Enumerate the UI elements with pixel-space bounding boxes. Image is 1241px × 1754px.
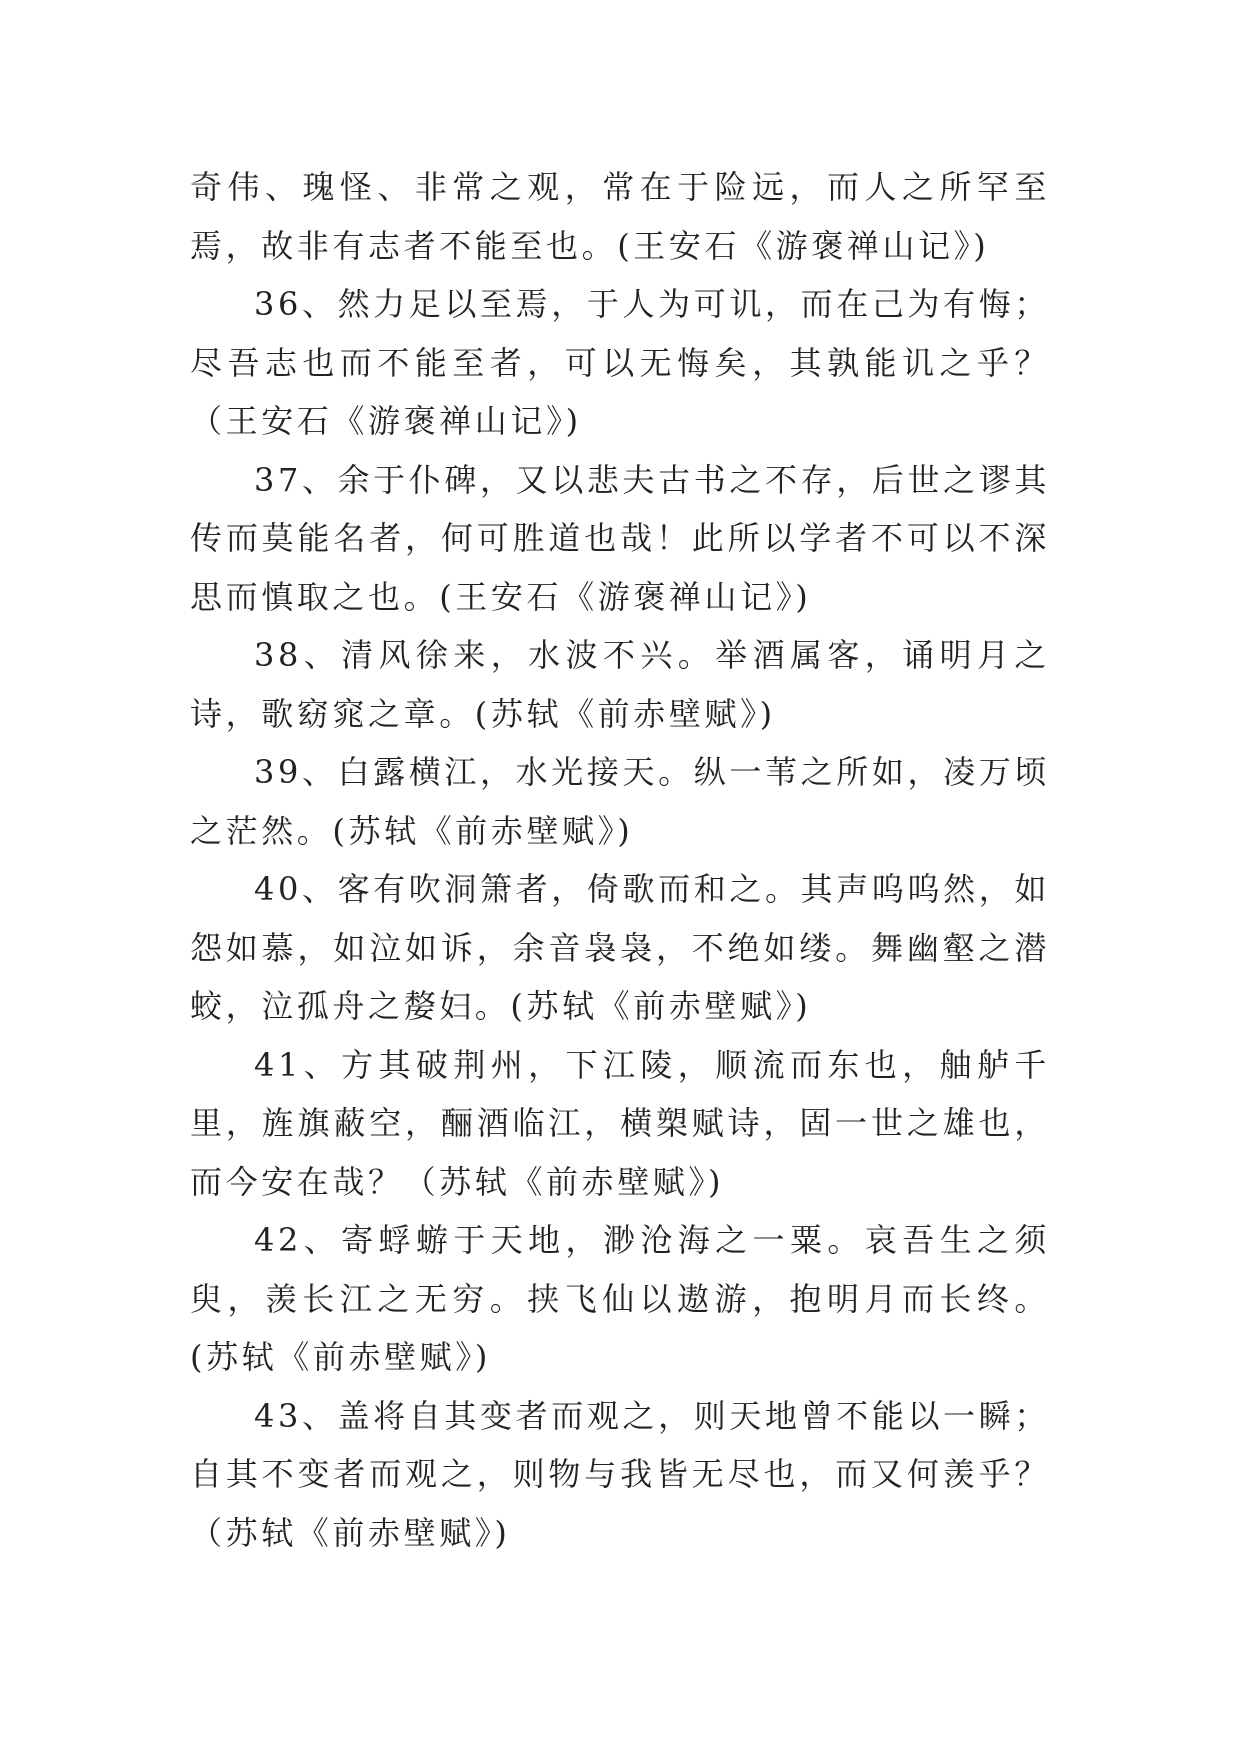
paragraph-37: 37、余于仆碑，又以悲夫古书之不存，后世之谬其传而莫能名者，何可胜道也哉！此所以学者不可以不深思而慎取之也。(王安石《游褒禅山记》): [190, 460, 1050, 616]
paragraph-41: 41、方其破荆州，下江陵，顺流而东也，舳舻千里，旌旗蔽空，酾酒临江，横槊赋诗，固一世之雄也，而今安在哉？（苏轼《前赤壁赋》): [190, 1045, 1050, 1201]
paragraph-38: 38、清风徐来，水波不兴。举酒属客，诵明月之诗，歌窈窕之章。(苏轼《前赤壁赋》): [190, 636, 1050, 733]
document-body: [190, 158, 1050, 1562]
paragraph-35-continued: 奇伟、瑰怪、非常之观，常在于险远，而人之所罕至焉，故非有志者不能至也。(王安石《游褒禅山记》): [190, 168, 1050, 265]
paragraph-39: 39、白露横江，水光接天。纵一苇之所如，凌万顷之茫然。(苏轼《前赤壁赋》): [190, 753, 1050, 850]
paragraph-42: 42、寄蜉蝣于天地，渺沧海之一粟。哀吾生之须臾，羡长江之无穷。挟飞仙以遨游，抱明月而长终。(苏轼《前赤壁赋》): [190, 1221, 1050, 1376]
paragraph-40: 40、客有吹洞箫者，倚歌而和之。其声呜呜然，如怨如慕，如泣如诉，余音袅袅，不绝如缕。舞幽壑之潜蛟，泣孤舟之嫠妇。(苏轼《前赤壁赋》): [190, 870, 1050, 1025]
paragraph-36: 36、然力足以至焉，于人为可讥，而在己为有悔；尽吾志也而不能至者，可以无悔矣，其孰能讥之乎？（王安石《游褒禅山记》): [190, 285, 1050, 440]
paragraph-43: 43、盖将自其变者而观之，则天地曾不能以一瞬；自其不变者而观之，则物与我皆无尽也，而又何羡乎？（苏轼《前赤壁赋》): [190, 1396, 1050, 1552]
